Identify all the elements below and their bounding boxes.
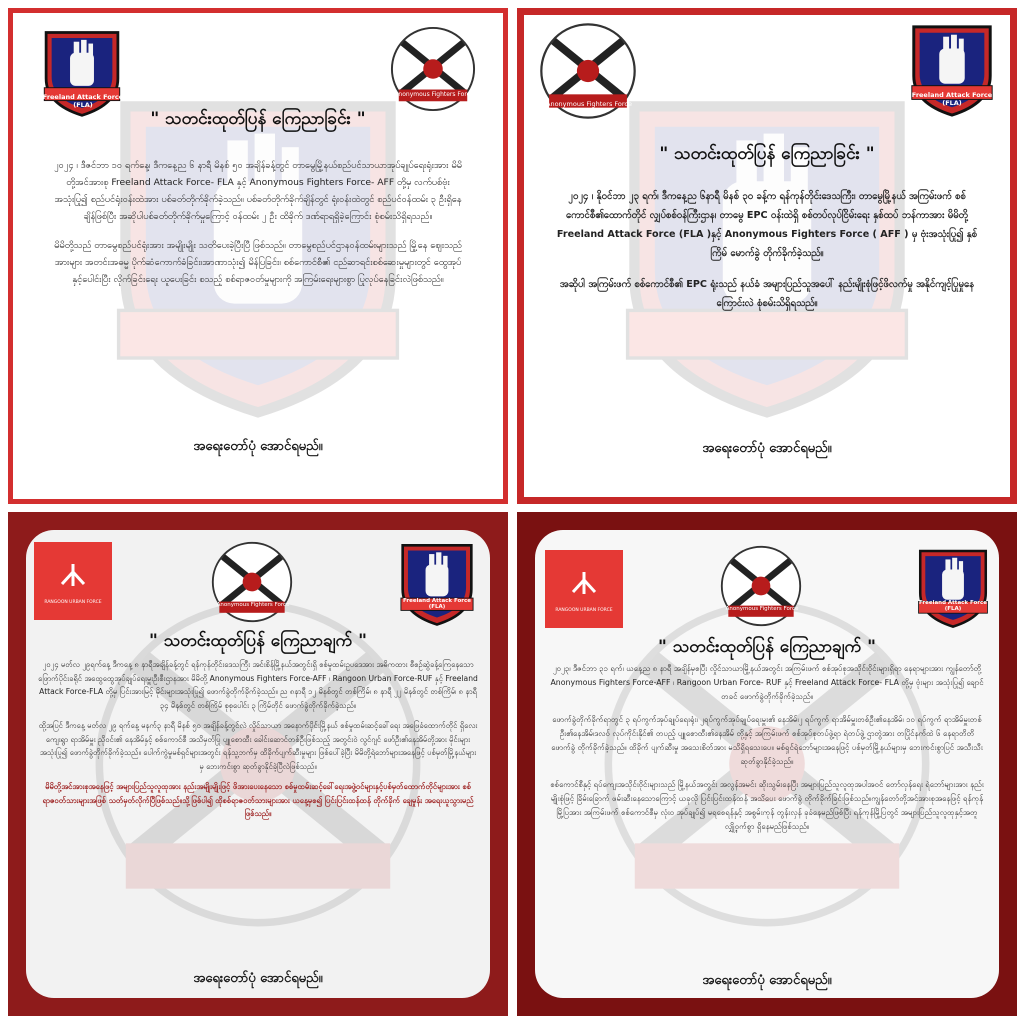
announcement-panel-3 [8,512,508,1016]
paragraph: ၂၀၂၃၊ ဒီဇင်ဘာ ၃၁ ရက်၊ ယနေ့ည ၈ နာရီ အချိန်မှစပြီး လှိုင်သာယာမြို့နယ်အတွင်း အကြမ်းဖက် စစ်အုပ်စုအသိုင်းဝိုင်းများရှိရာ နေရာများအား ကျွန်တော်တို့ Anonymous Fighters Force-AFF ၊ Rangoon Urban Force- RUF နှင့် Freeland Attack Force- FLA တို့မှ ဗုံးများ အသုံးပြု၍ ချောင်တခင် ဖောက်ခွဲတိုက်ခိုက်ခဲ့သည်။ [550,664,984,701]
ruf-logo [545,550,623,628]
announcement-title: " သတင်းထုတ်ပြန် ကြေညာချက် " [658,637,876,657]
paragraph: ၂၀၂၄ ၊ ဒီဇင်ဘာ ၁၀ ရက်နေ့၊ ဒီကနေ့ည ၆ နာရီ မိနစ် ၅၀ အချိန်ခန့်တွင် တာမွေမြို့နယ်စည်ပင်သာယာအုပ်ချုပ်ရေးရုံးအား မိမိတို့အင်အားစု Freeland Attack Force- FLA နှင့် Anonymous Fighters Force- AFF တို့မှ လက်ပစ်ဗုံး အသုံးပြု၍ စည်ပင်ရုံးဝန်းထဲအား ပစ်ခတ်တိုက်ခိုက်ခဲ့သည်။ ပစ်ခတ်တိုက်ခိုက်ချိန်တွင် ရုံးဝန်းထဲတွင် စည်ပင်ဝန်ထမ်း ၃ ဦးရှိနေချိန်ဖြစ်ပြီး အဆိုပါပစ်ခတ်တိုက်ခိုက်မှုကြောင့် ဝန်ထမ်း ၂ ဦး ထိခိုက် ဒဏ်ရာရရှိခဲ့ကြောင်း စုံစမ်းသိရှိရသည်။ [54,160,462,222]
closing-slogan: အရေးတော်ပုံ အောင်ရမည်။ [702,441,832,456]
closing-slogan: အရေးတော်ပုံ အောင်ရမည်။ [702,973,832,988]
paragraph: ၂၀၂၄ ၊ နိုဝင်ဘာ ၂၃ ရက်၊ ဒီကနေ့ည ၆နာရီ မိနစ် ၃၀ ခန့်က ရန်ကုန်တိုင်းဒေသကြီး၊ တာမွေမြို့နယ် အကြမ်းဖက် စစ်ကောင်စီ၏ထောက်တိုင် လျှပ်စစ်ဝန်ကြီးဌာန၊ တာမွေ EPC ဝန်းထဲရှိ စစ်တပ်လုပ်ငြိမ်းရေး နှစ်ထပ် ဘန်ကာအား မိမိတို့ Freeland Attack Force (FLA )နှင့် Anonymous Fighters Force ( AFF ) မှ ဗုံးအသုံးပြု၍ နှစ်ကြိမ် မောက်ခွဲ တိုက်ခိုက်ခဲ့သည်။ [556,191,978,259]
aff-logo [389,25,477,113]
announcement-panel-4 [517,512,1017,1016]
fla-banner-text: Freeland Attack Force (FLA) [402,598,472,610]
aff-banner-text: Anonymous Fighters Force [216,602,290,608]
ruf-logo [34,542,112,620]
aff-logo [719,544,803,628]
aff-banner-text: Anonymous Fighters Force [546,100,632,108]
ruf-logo-text: RANGOON URBAN FORCE [44,600,102,605]
announcement-body [38,658,478,833]
paragraph: အဆိုပါ အကြမ်းဖက် စစ်ကောင်စီ၏ EPC ရုံးသည် နယ်ခံ အများပြည်သူအပေါ် နည်းမျိုးစုံဖြင့်ဖိလက်မှု အနိုင်ကျင့်ပြုမှုနေကြောင်းလဲ စုံစမ်းသိရှိရသည်။ [559,279,975,309]
fla-logo [396,540,478,628]
ruf-logo-text: RANGOON URBAN FORCE [555,608,613,613]
paragraph: ထို့အပြင် ဒီကနေ့ မတ်လ ၂၉ ရက်နေ့ မနက်၃ နာရီ မိနစ် ၅၀ အချိန်ခန့်တွင်လဲ လှိုင်သာယာ အနောက်ပိုင်းမြို့နယ် စစ်မှုထမ်းဆင့်ခေါ်ရေး အဖြေခံထောက်တိုင် ရှိလေးကျေးရွာ ရာအိမ်မှူး ညိုဝင်း၏ နေအိမ်နှင့် စစ်ကောင်စီ အသိမှတ်ပြု ပျူစောထီး ခေါင်းဆောင်တစ်ဦးဖြစ်သည့် အတွင်းဝဲ လွင်ဂျင် ဖော်ဦး၏နေအိမ်တို့အား မိုင်းများအသုံးပြု၍ ဖောက်ခွဲတိုက်ခိုက်ခဲ့သည်။ ပေါက်ကွဲမှုမစ်ရှင်များအတွင်း ရန်သူ့ဘက်မှ ထိခိုက်ပျက်ဆီးမှုများ ဖြစ်ပေါ်ခဲ့ပြီး မိမိတို့ရဲဘော်များအနေဖြင့် ပစ်မှတ်မြို့နယ်များမှ ဘေးကင်းစွာ ဆုတ်ခွာနိုင်ခဲ့ပြီလဲဖြစ်သည်။ [38,721,478,771]
paragraph: မိမိတို့သည် တာမွေစည်ပင်ရုံးအား အမျိုးမျိုး သတိပေးခဲ့ပြီးပြီ ဖြစ်သည်။ တာမွေစည်ပင်ဌာနဝန်ထမ်းများသည် မြို့နေ ဈေးသည်အားများ အတင်းအဓမ္မ ပိုက်ဆံကောက်ခံခြင်း၊အာဏာသုံး၍ မိန်ပြခြင်း၊ စစ်ကောင်စီ၏ ငည်ဆာရင်းစစ်ဆေးမှုများတွင် ထွေအုပ်နှင့်ပေါင်းပြီး လိုက်ခြင်းရေး ယူပေးခြင်း စသည့် စစ်ရာဇဝတ်မှုများကို အကြမ်းရေးများစွာ ပြုလုပ်နေခြင်းလဲဖြစ်သည်။ [54,240,462,285]
fla-banner-text: Freeland Attack Force (FLA) [911,91,993,107]
closing-slogan: အရေးတော်ပုံ အောင်ရမည်။ [193,439,323,454]
paragraph: ၂၀၂၄ မတ်လ ၂၉ရက်နေ့ ဒီကနေ့ ၈ နာရီအချိန်ခန့်တွင် ရန်ကုန်တိုင်းဒေသကြီး အင်းစိန်မြို့နယ်အတွင်းရှိ စစ်မှုထမ်းဥပဒေအား အဓိကထား စီစဉ်ဆွဲခန့်ကြေနေသော ဖြောက်ပိုင်းခရိုင် အထွေထွေအုပ်ချုပ်ရေးမှူးဦးစီးဌာနအား မိမိတို့ Anonymous Fighters Force-AFF ၊ Rangoon Urban Force-RUF နှင့် Freeland Attack Force-FLA တို့မှ ပြင်းအားမြင့် မိုင်းများအသုံးပြု၍ ဖောက်ခွဲတိုက်ခိုက်ခဲ့သည်။ ည ၈နာရီ ၁၂ မိနစ်တွင် တစ်ကြိမ်၊ ၈ နာရီ ၂၂ မိနစ်တွင် တစ်ကြိမ်၊ ၈ နာရီ ၃၄ မိနစ်တွင် တစ်ကြိမ် စုစုပေါင်း ၃ ကြိမ်တိုင် ဖောက်ခွဲတိုက်ခိုက်ခဲ့သည်။ [38,660,478,710]
announcement-title: " သတင်းထုတ်ပြန် ကြေညာခြင်း " [150,109,366,129]
announcement-title: " သတင်းထုတ်ပြန် ကြေညာခြင်း " [659,144,875,164]
aff-banner-text: Anonymous Fighters Force [394,91,474,98]
announcement-panel-1 [8,8,508,504]
announcement-body [53,157,463,300]
announcement-body [552,187,982,325]
paragraph-warning: မိမိတို့အင်အားစုအနေဖြင့် အများပြည်သူလူထုအား နည်းအမျိုးမျိုးဖြင့် ဖိအားပေးနေသော စစ်မှုထမ်းဆင့်ခေါ်ရေးအဖွဲ့ဝင်များနှင့်ပစ်မှတ်ထောက်တိုင်များအား စစ်ရာဇဝတ်သားများအဖြစ် သတ်မှတ်လိုက်ပြီဖြစ်သည်။သို့ဖြစ်ပါ၍ ထိုစစ်ရာဇဝတ်သားများအား ယနေ့မှစ၍ ပြင်းပြင်းထန်ထန် တိုက်ခိုက် ချေမှုန်း အရေးယူသွားမည်ဖြစ်သည်။ [42,782,474,818]
fla-banner-text: Freeland Attack Force (FLA) [918,600,988,612]
aff-logo [210,540,294,624]
announcement-body [549,662,985,846]
closing-slogan: အရေးတော်ပုံ အောင်ရမည်။ [193,971,323,986]
announcement-panel-2 [517,8,1017,504]
announcement-title: " သတင်းထုတ်ပြန် ကြေညာချက် " [149,631,367,651]
announcement-card [535,530,999,998]
aff-banner-text: Anonymous Fighters Force [725,606,799,612]
announcement-card [26,530,490,998]
paragraph: စစ်ကောင်စီနှင့် ရပ်ကျေးအသိုင်းဝိုင်းများသည် မြို့နယ်အတွင်း အလွန်အမင်း ဆိုးသွမ်းနေပြီး အများပြည်သူလူထုအပါအဝင် တော်လှန်ရေး ရဲဘော်များအား နည်းမျိုးစုံဖြင့် ခြိမ်းခြောက် ဖမ်းဆီးနေသောကြောင့် ယခုလို ပြင်းပြင်းထန်ထန် အသိပေး ဖောက်ခွဲ တိုက်ခိုက်ခြင်းဖြစ်သည်။ကျွန်တော်တို့အင်အားစုအနေဖြင့် ရန်ကုန်မြို့ပြအား အကြမ်းဖက် စစ်ကောင်စီမှ လုံးဝ အုပ်ချုပ်၍ မရစေရန်နှင့် အစွမ်းကုန် တွန်းလှန် ခုခံနေမည်ဖြစ်ပြီး ရန်ကုန်မြို့ပြတွင် အများပြည်သူလူထုနှင့်အတူ လျှို့ဝှက်စွာ ရှိနေမည်ဖြစ်သည်။ [550,780,984,831]
fla-logo [915,546,991,630]
paragraph: ဖောက်ခွဲတိုက်ခိုက်ရာတွင် ၃ ရပ်ကွက်အုပ်ချုပ်ရေးရုံး၊ ၂ရပ်ကွက်အုပ်ချုပ်ရေးမှူး၏ နေအိမ်၊၂ ရပ်ကွက် ရာအိမ်မှူးတစ်ဦး၏နေအိမ်၊ ၁၀ ရပ်ကွက် ရာအိမ်မှူးတစ်ဦး၏နေအိမ်၊ဒလဝ် လုပ်ကိုင်းနိုင်၏ တပည့် ပျူစောထီး၏နေအိမ် တို့နှင့် အကြမ်းဖက် စစ်အုပ်စုတပ်ဖွဲ့ရာ ရဲတပ်ဖွဲ့ ဌာတွဲအား တပြိုင်နက်ထဲ ၆ နေရာတိတိ ဖောက်ခွဲ တိုက်ခိုက်ခဲ့သည်။ ထိခိုက် ပျက်ဆီးမှု အသေးစိတ်အား မသိရှိရသေးပေ။ မစ်ရှင်ရဲဘော်များအနေဖြင့် ပစ်မှတ်မြို့နယ်များမှ ဘေးကင်းစွာပြင် အသီးသီး ဆုတ်ခွာနိုင်ခဲ့သည်။ [551,715,983,766]
fla-banner-text: Freeland Attack Force (FLA) [42,93,124,109]
